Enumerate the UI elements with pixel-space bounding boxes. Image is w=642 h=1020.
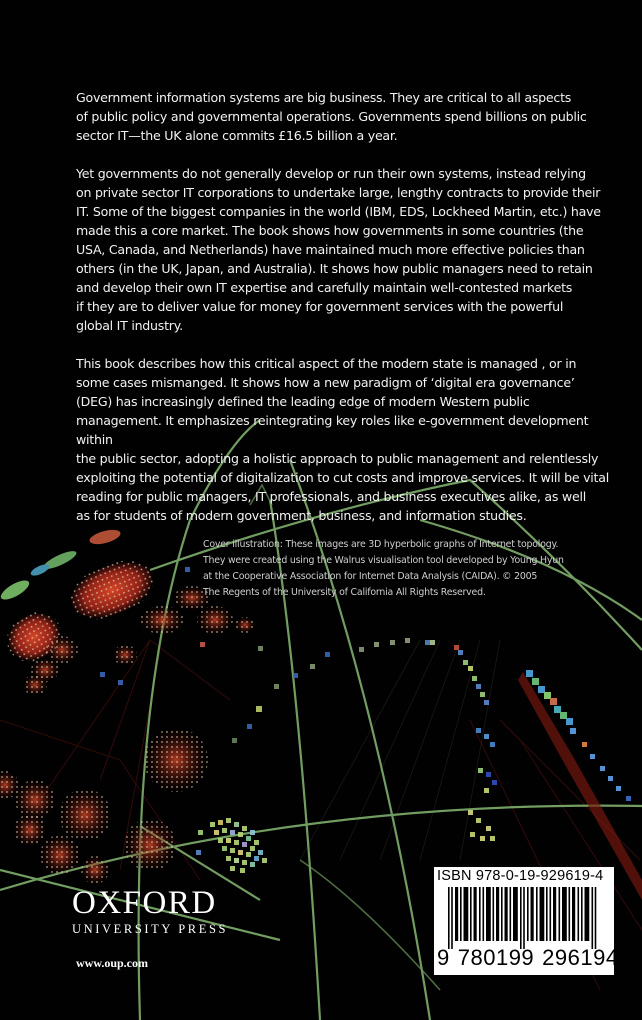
barcode-digits: 9 780199 296194 [437,945,619,970]
publisher-name: OXFORD [72,885,217,921]
barcode-icon [448,887,600,949]
publisher-subtitle: UNIVERSITY PRESS [72,922,229,936]
isbn-label: ISBN 978-0-19-929619-4 [437,868,604,884]
book-description [76,88,636,544]
isbn-barcode [434,867,619,975]
oxford-university-press-logo [72,886,228,937]
description-paragraph-3: This book describes how this critical aspect of the modern state is managed , or in some cases mismanged. It shows how a new paradigm of ‘digital era governance’ (DEG) has increasingly defined the leading edge of modern Western public management. It emphasizes reintegrating key roles like e-government development within the public sector, adopting a holistic approach to public management and relentlessly exploiting the potential of digitalization to cut costs and improve services. It will be vital reading for public managers, IT professionals, and business executives alike, as well as for students of modern government, business, and information studies. [76,356,609,523]
description-paragraph-1: Government information systems are big business. They are critical to all aspects of public policy and governmental operations. Governments spend billions on public sector IT—the UK alone commits £16.5 billion a year. [76,90,587,143]
description-paragraph-2: Yet governments do not generally develop or run their own systems, instead relying on private sector IT corporations to undertake large, lengthy contracts to provide their IT. Some of the biggest companies in the world (IBM, EDS, Lockheed Martin, etc.) have made this a core market. The book shows how governments in some countries (the USA, Canada, and Netherlands) have maintained much more effective policies than others (in the UK, Japan, and Australia). It shows how public managers need to retain and develop their own IT expertise and carefully maintain well-contested markets if they are to deliver value for money for government services with the powerful global IT industry. [76,166,601,333]
cover-illustration-credit: Cover illustration: These images are 3D hyperbolic graphs of Internet topology. They were created using the Walrus visualisation tool developed by Young Hyun at the Cooperative Association for Internet Data Analysis (CAIDA). © 2005 The Regents of the University of California All Rights Reserved. [203,539,564,598]
publisher-url[interactable]: www.oup.com [76,956,149,970]
